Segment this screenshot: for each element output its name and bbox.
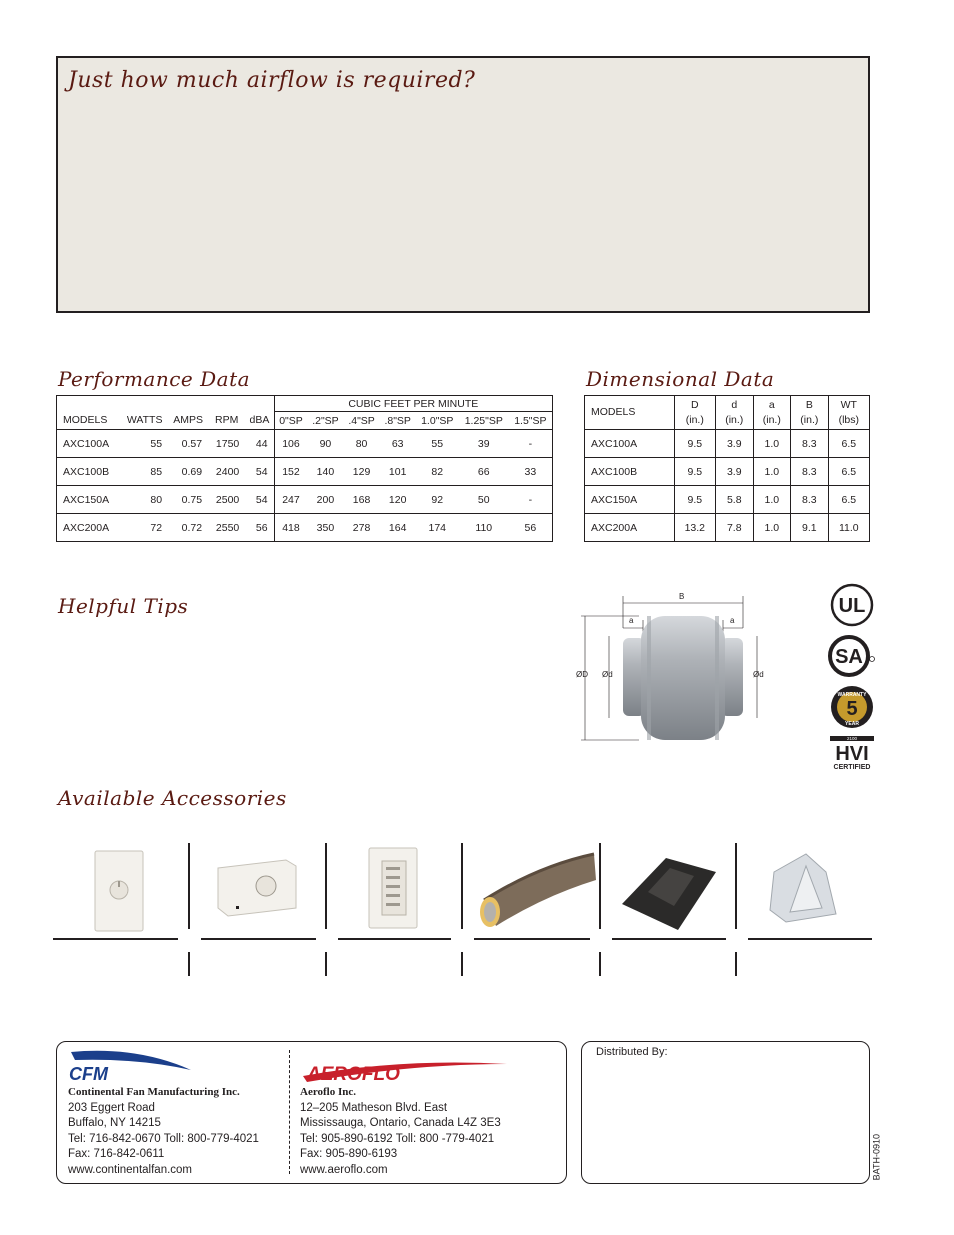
value-cell: 50	[459, 486, 509, 514]
performance-column-header: 1.5"SP	[509, 412, 553, 430]
value-cell: 33	[509, 458, 553, 486]
table-row	[585, 430, 870, 458]
value-cell: 1.0	[753, 430, 791, 458]
table-row	[57, 430, 553, 458]
accessory-divider	[461, 952, 463, 976]
value-cell: 9.5	[674, 458, 715, 486]
table-row	[585, 486, 870, 514]
value-cell: 92	[416, 486, 459, 514]
value-cell: 80	[121, 486, 168, 514]
value-cell: 9.5	[674, 430, 715, 458]
cfm-fax: Fax: 716-842-0611	[68, 1148, 165, 1160]
label-a-right: a	[730, 616, 735, 625]
value-cell: 8.3	[791, 430, 829, 458]
label-B: B	[679, 592, 685, 601]
value-cell: 39	[459, 430, 509, 458]
label-d-right: Ød	[753, 670, 764, 679]
value-cell: 3.9	[715, 430, 753, 458]
fan-drawing	[575, 588, 775, 748]
value-cell: 5.8	[715, 486, 753, 514]
value-cell: 2400	[208, 458, 245, 486]
value-cell: 54	[245, 486, 274, 514]
value-cell: 247	[274, 486, 307, 514]
model-cell: AXC100A	[585, 430, 675, 458]
model-cell: AXC100B	[585, 458, 675, 486]
label-D: ØD	[576, 670, 588, 679]
value-cell: 56	[245, 514, 274, 542]
dimensional-table	[584, 395, 870, 542]
cfm-company-name: Continental Fan Manufacturing Inc.	[68, 1086, 240, 1098]
svg-text:HVI: HVI	[835, 743, 869, 765]
value-cell: 2500	[208, 486, 245, 514]
table-row	[57, 486, 553, 514]
roof-cap-image	[618, 852, 718, 937]
distributed-by-label: Distributed By:	[596, 1046, 668, 1058]
svg-text:SA: SA	[835, 646, 863, 668]
aeroflo-company-name: Aeroflo Inc.	[300, 1086, 357, 1098]
table-row	[57, 458, 553, 486]
fan-dimension-diagram	[575, 588, 775, 748]
accessory-divider	[325, 952, 327, 976]
aeroflo-city: Mississauga, Ontario, Canada L4Z 3E3	[300, 1117, 501, 1129]
performance-column-header: MODELS	[57, 412, 122, 430]
performance-column-header: 1.25"SP	[459, 412, 509, 430]
value-cell: 168	[344, 486, 380, 514]
dimensional-column-header	[715, 396, 753, 430]
value-cell: 56	[509, 514, 553, 542]
value-cell: 55	[121, 430, 168, 458]
svg-text:5: 5	[846, 698, 858, 720]
performance-column-header: .4"SP	[344, 412, 380, 430]
value-cell: 140	[307, 458, 343, 486]
value-cell: 0.72	[168, 514, 208, 542]
table-row	[585, 458, 870, 486]
value-cell: 350	[307, 514, 343, 542]
model-cell: AXC200A	[57, 514, 122, 542]
hvi-certified-icon	[826, 734, 878, 777]
value-cell: 120	[380, 486, 416, 514]
value-cell: 85	[121, 458, 168, 486]
dimensional-header-top: a	[768, 398, 775, 411]
document-code: BATH-0910	[871, 1134, 881, 1181]
value-cell: 200	[307, 486, 343, 514]
dimensional-header-bottom: (in.)	[800, 413, 819, 426]
value-cell: 9.1	[791, 514, 829, 542]
value-cell: 110	[459, 514, 509, 542]
accessory-rule-6	[748, 938, 872, 940]
footer-divider	[289, 1050, 290, 1174]
table-row	[585, 514, 870, 542]
dimensional-column-header	[674, 396, 715, 430]
value-cell: 101	[380, 458, 416, 486]
value-cell: 1.0	[753, 486, 791, 514]
performance-column-header: RPM	[208, 412, 245, 430]
model-cell: AXC100B	[57, 458, 122, 486]
performance-column-header: .2"SP	[307, 412, 343, 430]
dimensional-column-header	[585, 396, 675, 430]
value-cell: 80	[344, 430, 380, 458]
performance-table	[56, 395, 553, 542]
svg-text:2100: 2100	[846, 736, 858, 741]
accessory-rule-4	[474, 938, 590, 940]
value-cell: 55	[416, 430, 459, 458]
accessory-rule-2	[201, 938, 316, 940]
accessory-divider	[735, 952, 737, 976]
airflow-box	[56, 56, 870, 313]
model-cell: AXC150A	[57, 486, 122, 514]
dimensional-header-top: WT	[840, 398, 857, 411]
value-cell: 6.5	[828, 486, 869, 514]
svg-text:CERTIFIED: CERTIFIED	[833, 764, 871, 771]
value-cell: 1.0	[753, 458, 791, 486]
value-cell: -	[509, 486, 553, 514]
dimensional-column-header	[753, 396, 791, 430]
cfm-phone: Tel: 716-842-0670 Toll: 800-779-4021	[68, 1132, 259, 1145]
dimensional-header-top: B	[805, 398, 813, 411]
value-cell: 106	[274, 430, 307, 458]
dimensional-title: Dimensional Data	[586, 367, 775, 391]
value-cell: 1750	[208, 430, 245, 458]
value-cell: 8.3	[791, 486, 829, 514]
value-cell: 8.3	[791, 458, 829, 486]
accessory-divider	[461, 843, 463, 929]
accessory-divider	[735, 843, 737, 929]
distributor-box	[581, 1041, 881, 1184]
performance-header-row	[57, 412, 553, 430]
value-cell: 9.5	[674, 486, 715, 514]
dimensional-column-header	[828, 396, 869, 430]
cfm-logo	[67, 1048, 193, 1084]
tips-title: Helpful Tips	[58, 594, 189, 618]
value-cell: 44	[245, 430, 274, 458]
accessory-rule-3	[338, 938, 451, 940]
value-cell: 66	[459, 458, 509, 486]
dimensional-header-row	[585, 396, 870, 430]
svg-text:YEAR: YEAR	[845, 721, 859, 727]
model-cell: AXC100A	[57, 430, 122, 458]
accessory-rule-1	[53, 938, 178, 940]
value-cell: 3.9	[715, 458, 753, 486]
value-cell: 2550	[208, 514, 245, 542]
value-cell: 418	[274, 514, 307, 542]
svg-text:AEROFLO: AEROFLO	[307, 1064, 400, 1084]
performance-column-header: dBA	[245, 412, 274, 430]
value-cell: 0.69	[168, 458, 208, 486]
value-cell: 129	[344, 458, 380, 486]
performance-title: Performance Data	[58, 367, 251, 391]
label-d-left: Ød	[602, 670, 613, 679]
dimensional-header-bottom: (in.)	[725, 413, 744, 426]
svg-text:WARRANTY: WARRANTY	[837, 692, 867, 698]
aeroflo-phone: Tel: 905-890-6192 Toll: 800 -779-4021	[300, 1132, 495, 1145]
aeroflo-street: 12–205 Matheson Blvd. East	[300, 1101, 448, 1114]
dimensional-header-top: D	[691, 398, 699, 411]
model-cell: AXC150A	[585, 486, 675, 514]
performance-column-header: 1.0"SP	[416, 412, 459, 430]
accessory-rule-5	[612, 938, 726, 940]
accessory-divider	[325, 843, 327, 929]
wall-cap-image	[766, 852, 842, 929]
value-cell: 7.8	[715, 514, 753, 542]
speed-control-image	[94, 850, 144, 937]
value-cell: 72	[121, 514, 168, 542]
dimensional-header-top: d	[731, 398, 738, 411]
multi-switch-timer-image	[368, 847, 418, 934]
insulated-flex-duct-image	[478, 850, 596, 935]
value-cell: 164	[380, 514, 416, 542]
svg-text:UL: UL	[838, 595, 866, 617]
dimensional-header-bottom: (lbs)	[838, 413, 860, 426]
five-year-warranty-icon	[826, 684, 878, 735]
value-cell: 0.75	[168, 486, 208, 514]
value-cell: 278	[344, 514, 380, 542]
value-cell: 6.5	[828, 430, 869, 458]
aeroflo-fax: Fax: 905-890-6193	[300, 1148, 398, 1160]
accessories-title: Available Accessories	[58, 786, 287, 810]
value-cell: 63	[380, 430, 416, 458]
aeroflo-address	[300, 1085, 501, 1178]
cfm-group-header: CUBIC FEET PER MINUTE	[274, 396, 552, 412]
cfm-website[interactable]: www.continentalfan.com	[68, 1163, 193, 1176]
performance-column-header: WATTS	[121, 412, 168, 430]
dimensional-header-bottom: MODELS	[591, 406, 636, 418]
label-a-left: a	[629, 616, 634, 625]
performance-column-header: AMPS	[168, 412, 208, 430]
wall-timer-image	[216, 858, 298, 923]
value-cell: 0.57	[168, 430, 208, 458]
ul-listed-icon	[826, 582, 878, 633]
performance-column-header: 0"SP	[274, 412, 307, 430]
model-cell: AXC200A	[585, 514, 675, 542]
airflow-title: Just how much airflow is required?	[68, 68, 476, 93]
value-cell: 174	[416, 514, 459, 542]
value-cell: 82	[416, 458, 459, 486]
performance-column-header: .8"SP	[380, 412, 416, 430]
manufacturer-info-box	[56, 1041, 567, 1184]
value-cell: 54	[245, 458, 274, 486]
value-cell: 11.0	[828, 514, 869, 542]
svg-text:CFM: CFM	[69, 1064, 108, 1084]
dimensional-column-header	[791, 396, 829, 430]
accessory-divider	[188, 843, 190, 929]
dimensional-header-bottom: (in.)	[685, 413, 704, 426]
cfm-street: 203 Eggert Road	[68, 1101, 155, 1114]
value-cell: 1.0	[753, 514, 791, 542]
value-cell: 13.2	[674, 514, 715, 542]
value-cell: -	[509, 430, 553, 458]
value-cell: 90	[307, 430, 343, 458]
accessory-divider	[599, 843, 601, 929]
value-cell: 152	[274, 458, 307, 486]
table-row	[57, 514, 553, 542]
cfm-city: Buffalo, NY 14215	[68, 1117, 161, 1129]
accessory-divider	[599, 952, 601, 976]
accessory-divider	[188, 952, 190, 976]
csa-certified-icon	[826, 633, 878, 684]
aeroflo-website[interactable]: www.aeroflo.com	[300, 1163, 388, 1176]
value-cell: 6.5	[828, 458, 869, 486]
dimensional-header-bottom: (in.)	[762, 413, 781, 426]
cfm-address	[68, 1085, 259, 1178]
aeroflo-logo	[301, 1054, 511, 1084]
